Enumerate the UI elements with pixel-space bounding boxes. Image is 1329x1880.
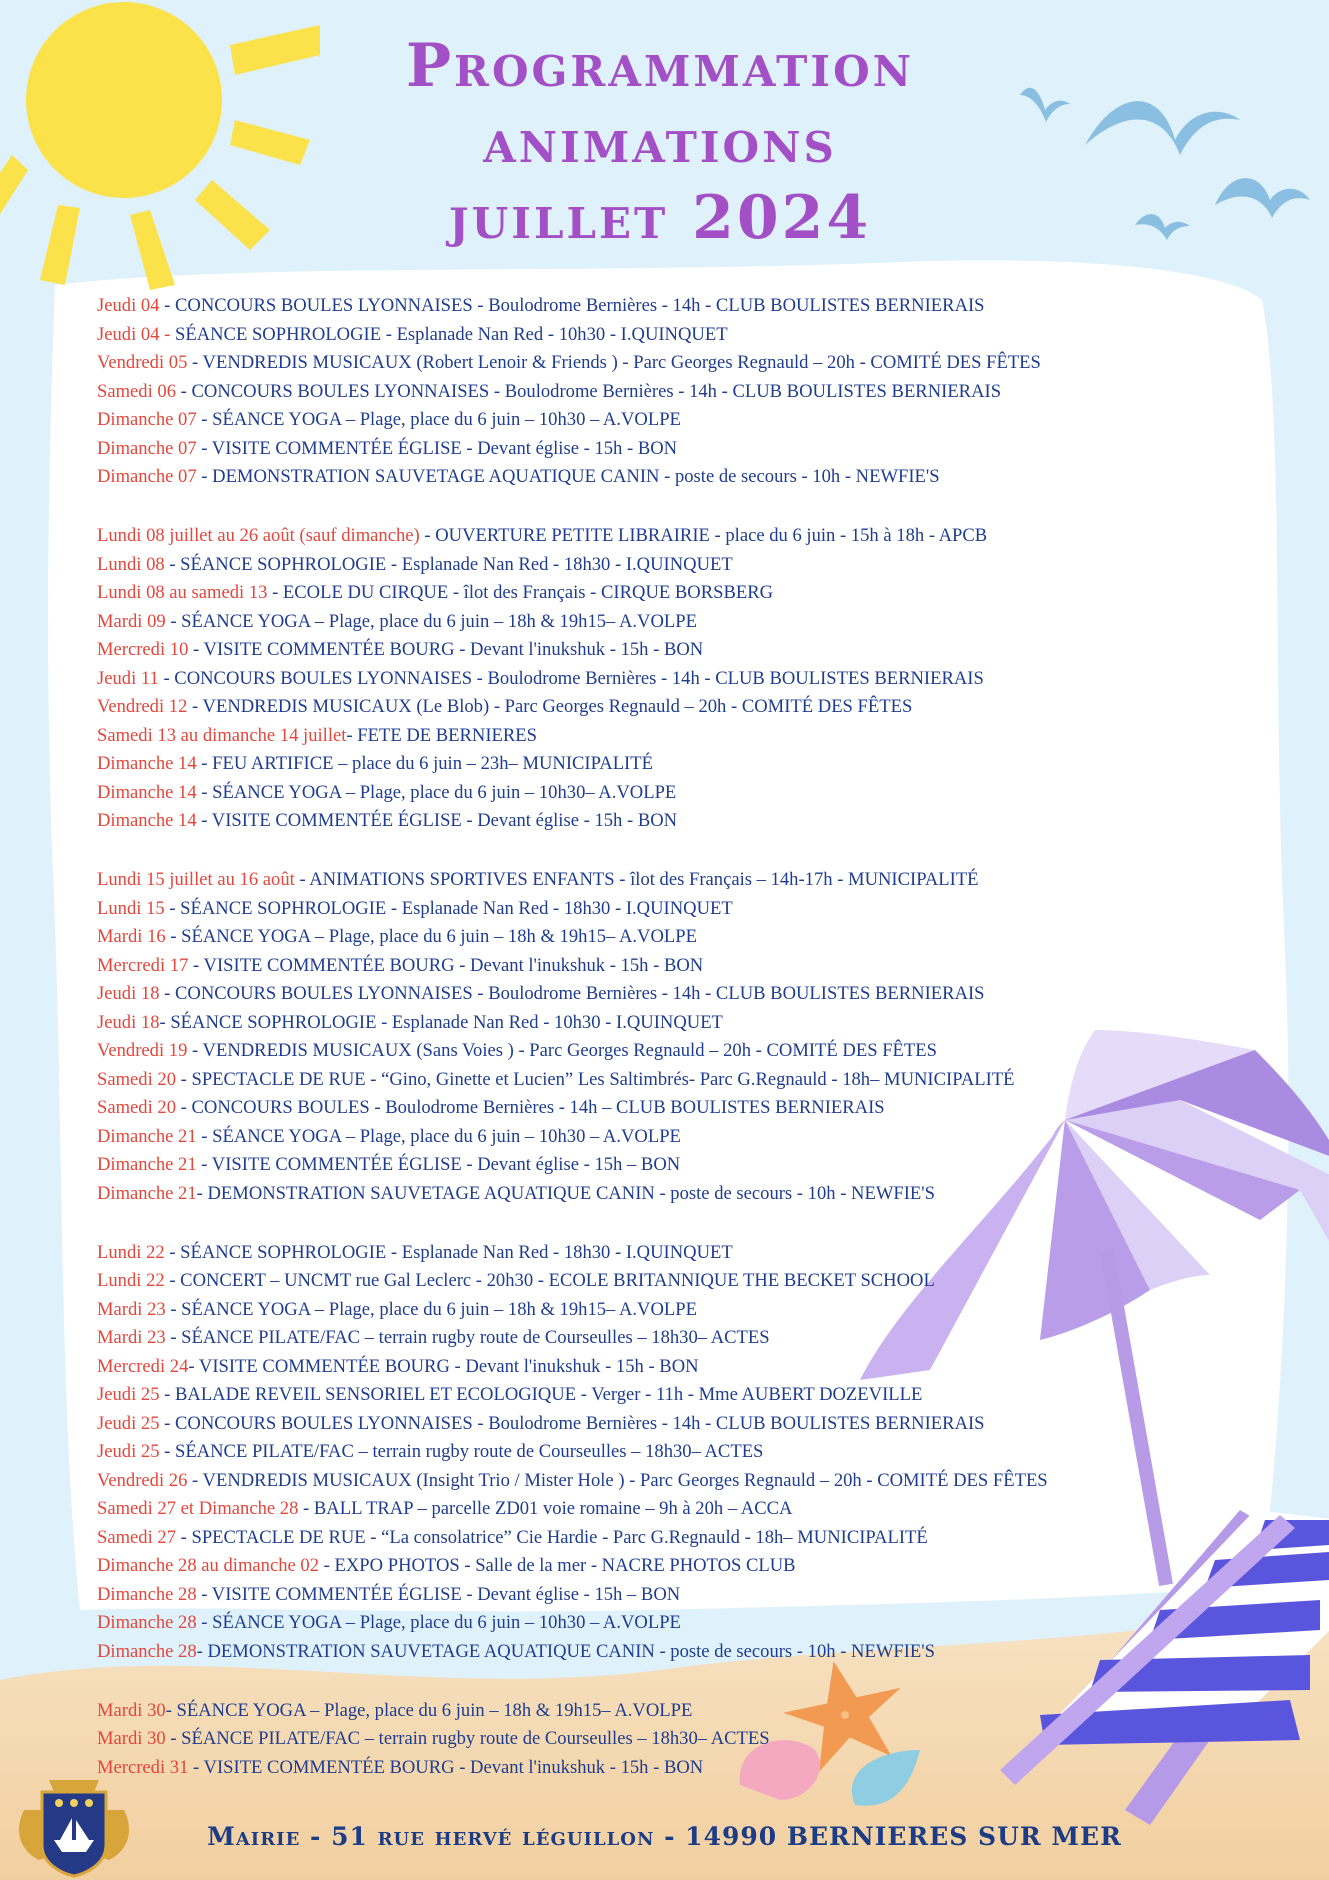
event-details: - VISITE COMMENTÉE BOURG - Devant l'inukshuk - 15h - BON bbox=[188, 1756, 704, 1778]
event-details: - SÉANCE SOPHROLOGIE - Esplanade Nan Red - 18h30 - I.QUINQUET bbox=[164, 553, 733, 575]
event-row bbox=[97, 1296, 1247, 1325]
event-date: Dimanche 21 bbox=[97, 1125, 197, 1147]
event-date: Dimanche 14 bbox=[97, 781, 197, 803]
event-row bbox=[97, 1151, 1247, 1180]
event-date: Lundi 15 bbox=[97, 897, 165, 919]
event-date: Mardi 23 bbox=[97, 1298, 166, 1320]
event-details: - SÉANCE YOGA – Plage, place du 6 juin – 10h30– A.VOLPE bbox=[196, 781, 677, 803]
event-row bbox=[97, 1066, 1247, 1095]
event-details: - CONCOURS BOULES - Boulodrome Bernières - 14h – CLUB BOULISTES BERNIERAIS bbox=[176, 1097, 885, 1118]
event-date: Dimanche 21 bbox=[97, 1154, 197, 1175]
event-date: Dimanche 07 bbox=[97, 409, 197, 430]
event-details: - VENDREDIS MUSICAUX (Robert Lenoir & Friends ) - Parc Georges Regnauld – 20h - COMITÉ DES FÊTES bbox=[187, 352, 1041, 373]
event-date: Jeudi 04 - bbox=[97, 323, 171, 345]
event-row bbox=[97, 1495, 1247, 1524]
event-date: Dimanche 28 au dimanche 02 bbox=[97, 1555, 320, 1576]
event-row bbox=[97, 1410, 1247, 1439]
event-row bbox=[97, 522, 1247, 551]
event-date: Lundi 15 juillet au 16 août bbox=[97, 869, 295, 890]
event-row bbox=[97, 292, 1247, 321]
event-row bbox=[97, 1754, 1247, 1783]
event-row bbox=[97, 722, 1247, 751]
event-date: Dimanche 28 bbox=[97, 1583, 197, 1605]
event-details: - ECOLE DU CIRQUE - îlot des Français - CIRQUE BORSBERG bbox=[267, 582, 774, 603]
event-row bbox=[97, 551, 1247, 580]
event-row bbox=[97, 1609, 1247, 1638]
event-date: Lundi 08 au samedi 13 bbox=[97, 582, 268, 603]
event-details: - VISITE COMMENTÉE BOURG - Devant l'inukshuk - 15h - BON bbox=[188, 639, 704, 660]
event-date: Dimanche 28 bbox=[97, 1640, 197, 1662]
event-details: - VENDREDIS MUSICAUX (Sans Voies ) - Parc Georges Regnauld – 20h - COMITÉ DES FÊTES bbox=[187, 1040, 937, 1061]
event-date: Lundi 22 bbox=[97, 1241, 165, 1263]
event-details: - SÉANCE YOGA – Plage, place du 6 juin – 18h & 19h15– A.VOLPE bbox=[165, 1298, 697, 1320]
title-line-1: Programmation bbox=[405, 31, 915, 101]
event-date: Mercredi 24 bbox=[97, 1355, 189, 1377]
event-row bbox=[97, 1581, 1247, 1610]
event-row bbox=[97, 1180, 1247, 1209]
event-date: Vendredi 19 bbox=[97, 1040, 188, 1061]
event-details: - CONCOURS BOULES LYONNAISES - Boulodrome Bernières - 14h - CLUB BOULISTES BERNIERAIS bbox=[159, 1412, 985, 1434]
event-date: Jeudi 25 bbox=[97, 1441, 160, 1462]
title-line-3: juillet 2024 bbox=[448, 183, 872, 253]
event-row bbox=[97, 693, 1247, 722]
event-details: SÉANCE SOPHROLOGIE - Esplanade Nan Red - 10h30 - I.QUINQUET bbox=[170, 323, 728, 345]
event-details: - SÉANCE YOGA – Plage, place du 6 juin – 18h & 19h15– A.VOLPE bbox=[165, 1699, 693, 1721]
event-date: Dimanche 07 bbox=[97, 466, 197, 487]
group-spacer bbox=[97, 492, 1247, 523]
event-details: - CONCOURS BOULES LYONNAISES - Boulodrome Bernières - 14h - CLUB BOULISTES BERNIERAIS bbox=[158, 667, 984, 689]
event-date: Mardi 30 bbox=[97, 1699, 166, 1721]
event-date: Dimanche 07 bbox=[97, 437, 197, 459]
event-details: - FEU ARTIFICE – place du 6 juin – 23h– MUNICIPALITÉ bbox=[196, 753, 653, 774]
event-row bbox=[97, 1725, 1247, 1754]
event-details: - VENDREDIS MUSICAUX (Insight Trio / Mister Hole ) - Parc Georges Regnauld – 20h - COMITÉ DES FÊTES bbox=[187, 1469, 1048, 1491]
poster-title bbox=[260, 28, 1060, 256]
event-details: - SÉANCE SOPHROLOGIE - Esplanade Nan Red - 18h30 - I.QUINQUET bbox=[164, 897, 733, 919]
event-date: Vendredi 26 bbox=[97, 1469, 188, 1491]
event-details: - SÉANCE PILATE/FAC – terrain rugby route de Courseulles – 18h30– ACTES bbox=[159, 1441, 764, 1462]
event-row bbox=[97, 435, 1247, 464]
event-row bbox=[97, 1239, 1247, 1268]
event-details: - DEMONSTRATION SAUVETAGE AQUATIQUE CANIN - poste de secours - 10h - NEWFIE'S bbox=[196, 466, 940, 487]
event-row bbox=[97, 923, 1247, 952]
event-details: - VISITE COMMENTÉE ÉGLISE - Devant église - 15h – BON bbox=[196, 1154, 681, 1175]
event-details: - BALL TRAP – parcelle ZD01 voie romaine – 9h à 20h – ACCA bbox=[298, 1498, 793, 1519]
event-details: - VISITE COMMENTÉE ÉGLISE - Devant église - 15h - BON bbox=[196, 437, 678, 459]
event-date: Mardi 09 bbox=[97, 610, 166, 632]
event-details: - DEMONSTRATION SAUVETAGE AQUATIQUE CANIN - poste de secours - 10h - NEWFIE'S bbox=[196, 1640, 935, 1662]
event-details: - CONCOURS BOULES LYONNAISES - Boulodrome Bernières - 14h - CLUB BOULISTES BERNIERAIS bbox=[159, 983, 985, 1004]
event-date: Dimanche 28 bbox=[97, 1612, 197, 1633]
event-row bbox=[97, 1123, 1247, 1152]
event-details: - SPECTACLE DE RUE - “Gino, Ginette et Lucien” Les Saltimbrés- Parc G.Regnauld - 18h– MUNICIPALITÉ bbox=[176, 1068, 1015, 1090]
event-row bbox=[97, 1381, 1247, 1410]
event-details: - SPECTACLE DE RUE - “La consolatrice” Cie Hardie - Parc G.Regnauld - 18h– MUNICIPALITÉ bbox=[176, 1526, 928, 1548]
event-date: Dimanche 21 bbox=[97, 1182, 197, 1204]
title-line-2: animations bbox=[483, 107, 837, 177]
event-date: Jeudi 11 bbox=[97, 667, 159, 689]
event-details: - SÉANCE YOGA – Plage, place du 6 juin – 18h & 19h15– A.VOLPE bbox=[165, 610, 697, 632]
event-date: Mercredi 10 bbox=[97, 639, 189, 660]
event-date: Jeudi 04 bbox=[97, 295, 160, 316]
event-row bbox=[97, 579, 1247, 608]
event-details: - VISITE COMMENTÉE ÉGLISE - Devant église - 15h – BON bbox=[196, 1583, 681, 1605]
event-details: - EXPO PHOTOS - Salle de la mer - NACRE PHOTOS CLUB bbox=[319, 1555, 796, 1576]
event-date: Lundi 08 juillet au 26 août (sauf dimanche) bbox=[97, 525, 420, 546]
event-details: - VISITE COMMENTÉE BOURG - Devant l'inukshuk - 15h - BON bbox=[188, 954, 704, 976]
event-details: - SÉANCE YOGA – Plage, place du 6 juin – 10h30 – A.VOLPE bbox=[196, 1125, 681, 1147]
event-date: Samedi 27 et Dimanche 28 bbox=[97, 1498, 299, 1519]
event-details: - FETE DE BERNIERES bbox=[346, 724, 537, 746]
event-details: - OUVERTURE PETITE LIBRAIRIE - place du 6 juin - 15h à 18h - APCB bbox=[419, 525, 988, 546]
event-row bbox=[97, 750, 1247, 779]
event-date: Mercredi 31 bbox=[97, 1756, 189, 1778]
event-row bbox=[97, 1524, 1247, 1553]
event-details: - SÉANCE PILATE/FAC – terrain rugby route de Courseulles – 18h30– ACTES bbox=[165, 1728, 770, 1749]
event-date: Samedi 13 au dimanche 14 juillet bbox=[97, 724, 347, 746]
event-details: - CONCOURS BOULES LYONNAISES - Boulodrome Bernières - 14h - CLUB BOULISTES BERNIERAIS bbox=[159, 295, 985, 316]
event-date: Jeudi 18 bbox=[97, 1011, 160, 1033]
footer-address: Mairie - 51 rue hervé léguillon - 14990 BERNIERES SUR MER bbox=[207, 1822, 1122, 1851]
event-row bbox=[97, 1037, 1247, 1066]
event-date: Lundi 22 bbox=[97, 1270, 165, 1291]
event-details: - SÉANCE YOGA – Plage, place du 6 juin – 18h & 19h15– A.VOLPE bbox=[165, 926, 697, 947]
event-date: Jeudi 18 bbox=[97, 983, 160, 1004]
event-details: - SÉANCE YOGA – Plage, place du 6 juin – 10h30 – A.VOLPE bbox=[196, 1612, 681, 1633]
event-row bbox=[97, 406, 1247, 435]
event-row bbox=[97, 1267, 1247, 1296]
event-date: Lundi 08 bbox=[97, 553, 165, 575]
event-date: Samedi 27 bbox=[97, 1526, 177, 1548]
event-row bbox=[97, 378, 1247, 407]
event-date: Mardi 30 bbox=[97, 1728, 166, 1749]
event-details: - DEMONSTRATION SAUVETAGE AQUATIQUE CANIN - poste de secours - 10h - NEWFIE'S bbox=[196, 1182, 935, 1204]
event-row bbox=[97, 1638, 1247, 1667]
event-row bbox=[97, 1697, 1247, 1726]
event-details: - BALADE REVEIL SENSORIEL ET ECOLOGIQUE - Verger - 11h - Mme AUBERT DOZEVILLE bbox=[159, 1384, 923, 1405]
event-row bbox=[97, 463, 1247, 492]
event-row bbox=[97, 980, 1247, 1009]
event-row bbox=[97, 665, 1247, 694]
event-date: Jeudi 25 bbox=[97, 1412, 160, 1434]
event-date: Vendredi 05 bbox=[97, 352, 188, 373]
event-details: - SÉANCE SOPHROLOGIE - Esplanade Nan Red - 18h30 - I.QUINQUET bbox=[164, 1241, 733, 1263]
event-date: Dimanche 14 bbox=[97, 753, 197, 774]
event-date: Dimanche 14 bbox=[97, 810, 197, 831]
event-list bbox=[97, 292, 1247, 1782]
event-details: - VENDREDIS MUSICAUX (Le Blob) - Parc Georges Regnauld – 20h - COMITÉ DES FÊTES bbox=[187, 696, 913, 717]
event-details: - SÉANCE YOGA – Plage, place du 6 juin – 10h30 – A.VOLPE bbox=[196, 409, 681, 430]
event-date: Mardi 16 bbox=[97, 926, 166, 947]
event-row bbox=[97, 1467, 1247, 1496]
event-date: Mercredi 17 bbox=[97, 954, 189, 976]
event-details: - ANIMATIONS SPORTIVES ENFANTS - îlot des Français – 14h-17h - MUNICIPALITÉ bbox=[294, 869, 979, 890]
event-row bbox=[97, 1353, 1247, 1382]
event-date: Samedi 20 bbox=[97, 1097, 177, 1118]
event-row bbox=[97, 866, 1247, 895]
event-details: - CONCOURS BOULES LYONNAISES - Boulodrome Bernières - 14h - CLUB BOULISTES BERNIERAIS bbox=[176, 380, 1002, 402]
event-details: - VISITE COMMENTÉE ÉGLISE - Devant église - 15h - BON bbox=[196, 810, 678, 831]
event-date: Jeudi 25 bbox=[97, 1384, 160, 1405]
event-row bbox=[97, 807, 1247, 836]
group-spacer bbox=[97, 1666, 1247, 1697]
group-spacer bbox=[97, 836, 1247, 867]
event-details: - CONCERT – UNCMT rue Gal Leclerc - 20h30 - ECOLE BRITANNIQUE THE BECKET SCHOOL bbox=[164, 1270, 935, 1291]
event-row bbox=[97, 608, 1247, 637]
event-details: - SÉANCE PILATE/FAC – terrain rugby route de Courseulles – 18h30– ACTES bbox=[165, 1327, 770, 1348]
event-date: Mardi 23 bbox=[97, 1327, 166, 1348]
event-row bbox=[97, 1009, 1247, 1038]
event-details: - SÉANCE SOPHROLOGIE - Esplanade Nan Red - 10h30 - I.QUINQUET bbox=[159, 1011, 723, 1033]
event-row bbox=[97, 1552, 1247, 1581]
event-date: Samedi 06 bbox=[97, 380, 177, 402]
event-row bbox=[97, 1324, 1247, 1353]
group-spacer bbox=[97, 1208, 1247, 1239]
event-row bbox=[97, 636, 1247, 665]
event-date: Vendredi 12 bbox=[97, 696, 188, 717]
event-row bbox=[97, 779, 1247, 808]
event-date: Samedi 20 bbox=[97, 1068, 177, 1090]
event-details: - VISITE COMMENTÉE BOURG - Devant l'inukshuk - 15h - BON bbox=[188, 1355, 699, 1377]
event-row bbox=[97, 952, 1247, 981]
event-row bbox=[97, 1094, 1247, 1123]
event-row bbox=[97, 321, 1247, 350]
event-row bbox=[97, 1438, 1247, 1467]
event-row bbox=[97, 895, 1247, 924]
event-row bbox=[97, 349, 1247, 378]
